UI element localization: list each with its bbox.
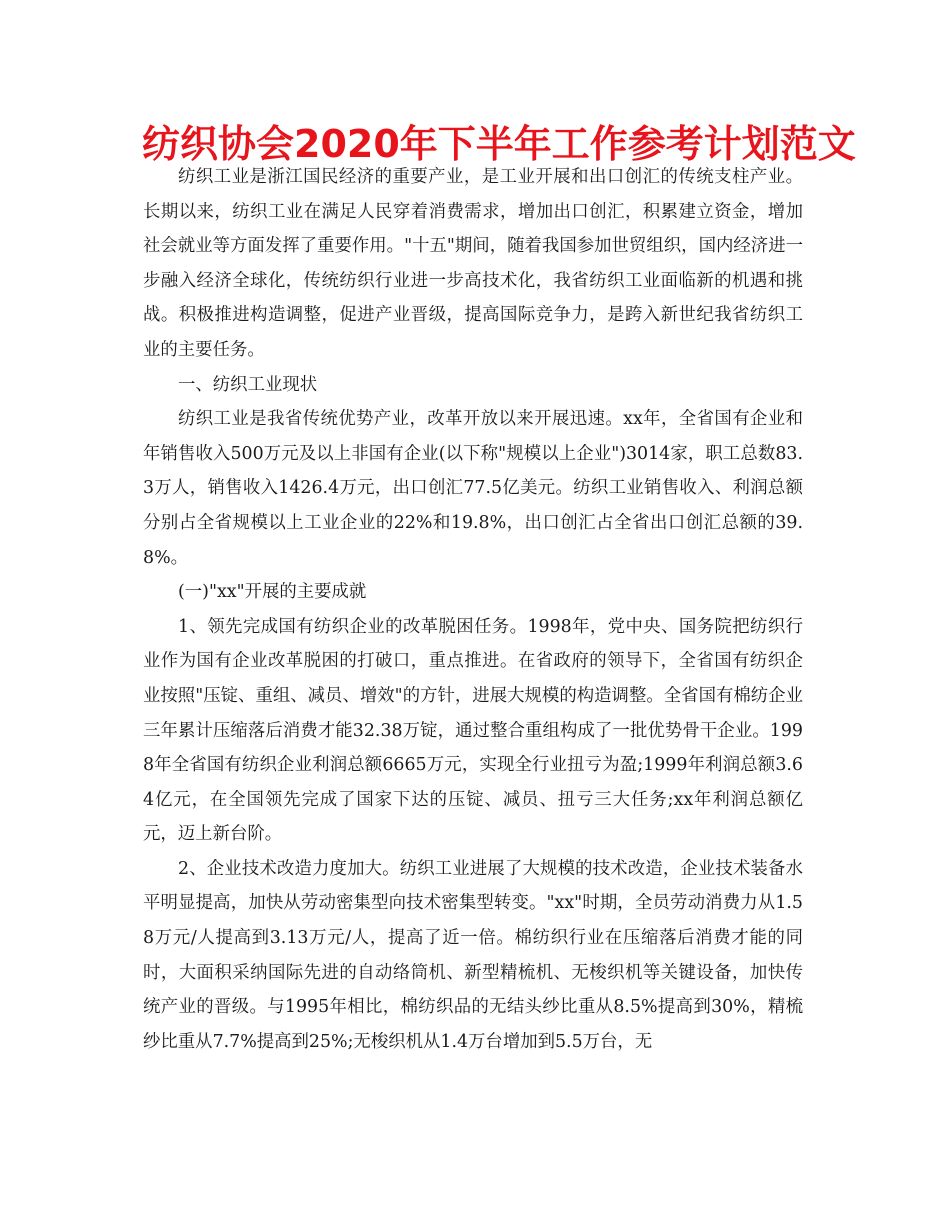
document-body [143, 160, 803, 1059]
section-heading-status: 一、纺织工业现状 [178, 374, 318, 395]
paragraph-status: 纺织工业是我省传统优势产业，改革开放以来开展迅速。xx年，全省国有企业和年销售收入500万元及以上非国有企业(以下称"规模以上企业")3014家，职工总数83.3万人，销售收入1426.4万元，出口创汇77.5亿美元。纺织工业销售收入、利润总额分别占全省规模以上工业企业的22%和19.8%，出口创汇占全省出口创汇总额的39.8%。 [143, 409, 803, 568]
document-title: 纺织协会2020年下半年工作参考计划范文 [142, 122, 856, 166]
paragraph-intro: 纺织工业是浙江国民经济的重要产业，是工业开展和出口创汇的传统支柱产业。长期以来，纺织工业在满足人民穿着消费需求，增加出口创汇，积累建立资金，增加社会就业等方面发挥了重要作用。"十五"期间，随着我国参加世贸组织，国内经济进一步融入经济全球化，传统纺织行业进一步高技术化，我省纺织工业面临新的机遇和挑战。积极推进构造调整，促进产业晋级，提高国际竞争力，是跨入新世纪我省纺织工业的主要任务。 [143, 167, 803, 360]
paragraph-achievement-1: 1、领先完成国有纺织企业的改革脱困任务。1998年，党中央、国务院把纺织行业作为国有企业改革脱困的打破口，重点推进。在省政府的领导下，全省国有纺织企业按照"压锭、重组、减员、增效"的方针，进展大规模的构造调整。全省国有棉纺企业三年累计压缩落后消费才能32.38万锭，通过整合重组构成了一批优势骨干企业。1998年全省国有纺织企业利润总额6665万元，实现全行业扭亏为盈;1999年利润总额3.64亿元，在全国领先完成了国家下达的压锭、减员、扭亏三大任务;xx年利润总额亿元，迈上新台阶。 [143, 616, 803, 845]
paragraph-achievement-2: 2、企业技术改造力度加大。纺织工业进展了大规模的技术改造，企业技术装备水平明显提高，加快从劳动密集型向技术密集型转变。"xx"时期，全员劳动消费力从1.58万元/人提高到3.13万元/人，提高了近一倍。棉纺织行业在压缩落后消费才能的同时，大面积采纳国际先进的自动络筒机、新型精梳机、无梭织机等关键设备，加快传统产业的晋级。与1995年相比，棉纺织品的无结头纱比重从8.5%提高到30%，精梳纱比重从7.7%提高到25%;无梭织机从1.4万台增加到5.5万台，无 [143, 858, 803, 1052]
subsection-heading-achievements: (一)"xx"开展的主要成就 [178, 582, 367, 603]
